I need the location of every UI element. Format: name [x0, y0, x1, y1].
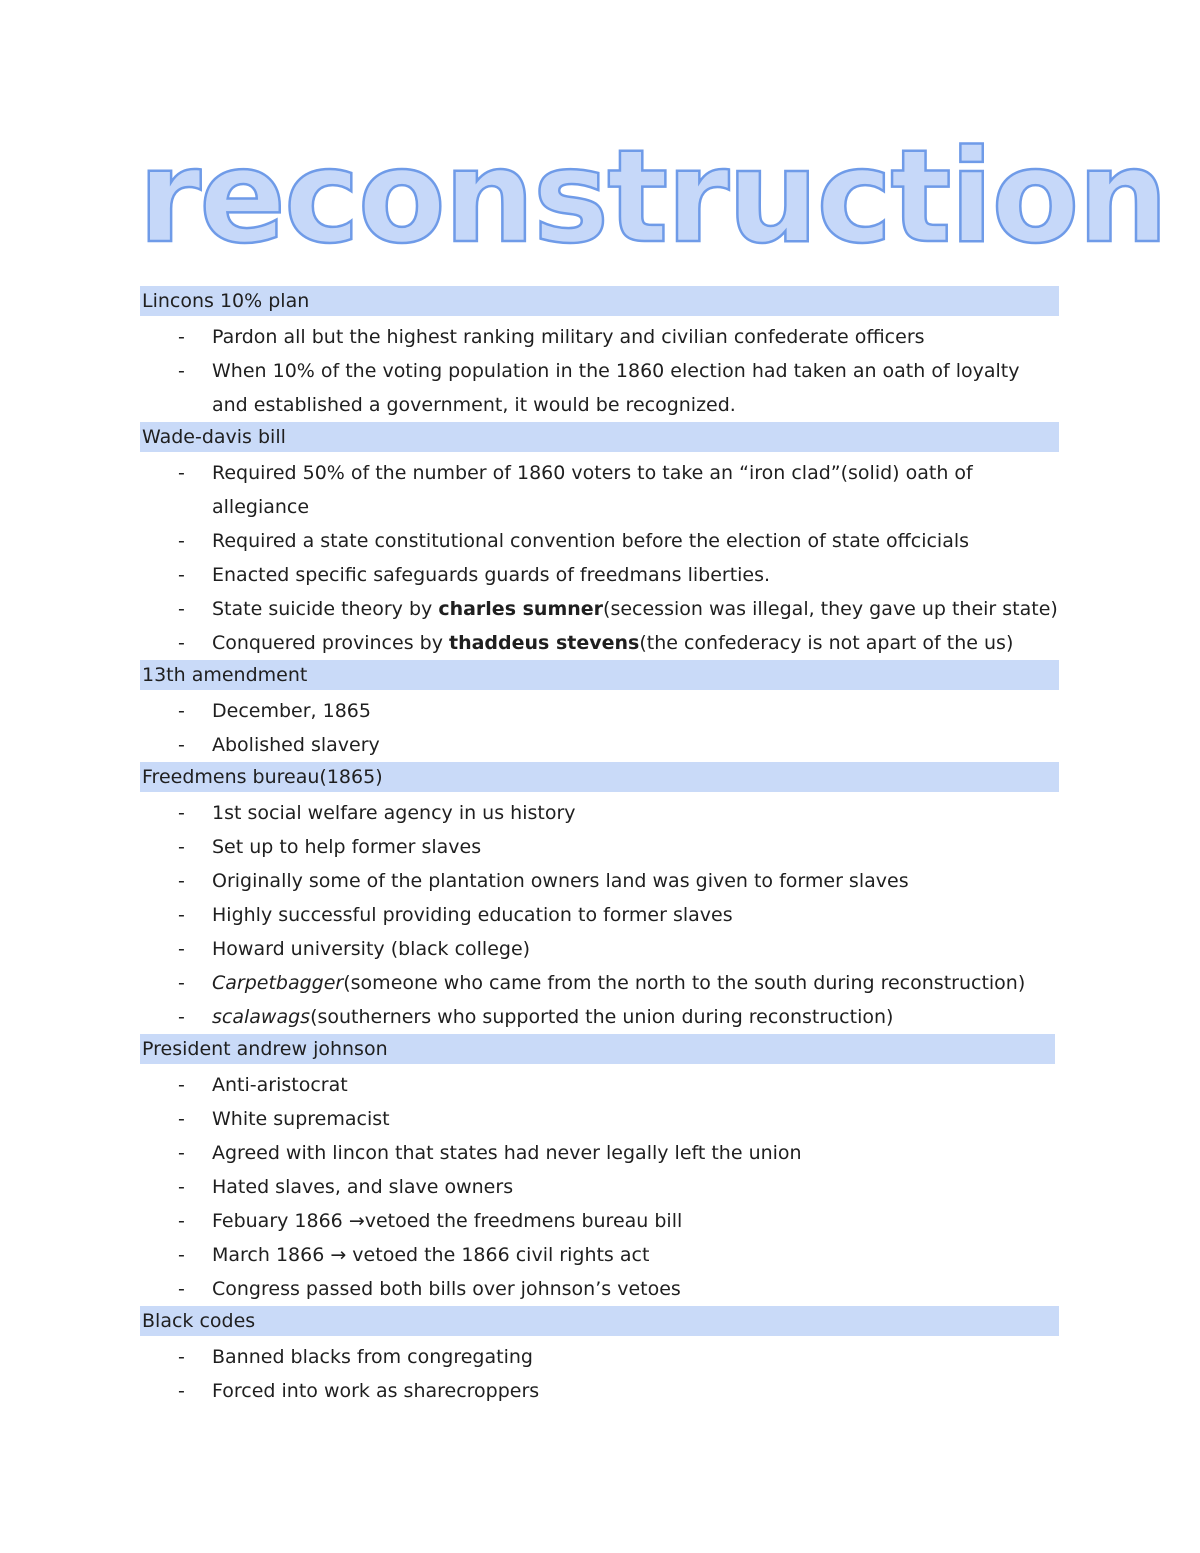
bullet-dash: - — [178, 360, 185, 382]
section-list-wade-davis — [140, 456, 1060, 660]
section-heading-lincoln-plan: Lincons 10% plan — [140, 286, 1059, 316]
bold-name: thaddeus stevens — [448, 632, 640, 654]
list-item: - Abolished slavery — [140, 728, 1060, 762]
bullet-dash: - — [178, 564, 185, 586]
bullet-dash: - — [178, 1244, 185, 1266]
notes-body — [140, 286, 1060, 1408]
list-item: - Enacted specific safeguards guards of freedmans liberties. — [140, 558, 1060, 592]
list-item: - White supremacist — [140, 1102, 1060, 1136]
list-item: - Carpetbagger(someone who came from the north to the south during reconstruction) — [140, 966, 1060, 1000]
bullet-dash: - — [178, 972, 185, 994]
bullet-dash: - — [178, 1278, 185, 1300]
bullet-dash: - — [178, 1074, 185, 1096]
section-list-13th-amendment — [140, 694, 1060, 762]
list-item: - Febuary 1866 →vetoed the freedmens bureau bill — [140, 1204, 1060, 1238]
list-item: - When 10% of the voting population in the 1860 election had taken an oath of loyalty and established a government, it would be recognized. — [140, 354, 1060, 422]
bullet-dash: - — [178, 802, 185, 824]
list-item: - Required a state constitutional convention before the election of state offcicials — [140, 524, 1060, 558]
list-item: - Set up to help former slaves — [140, 830, 1060, 864]
bullet-dash: - — [178, 326, 185, 348]
italic-term: Carpetbagger — [212, 972, 344, 994]
section-list-andrew-johnson — [140, 1068, 1060, 1306]
section-list-lincoln-plan — [140, 320, 1060, 422]
list-item: - December, 1865 — [140, 694, 1060, 728]
bullet-dash: - — [178, 1346, 185, 1368]
list-item: - Anti-aristocrat — [140, 1068, 1060, 1102]
list-item: - Howard university (black college) — [140, 932, 1060, 966]
list-item: - Conquered provinces by thaddeus stevens(the confederacy is not apart of the us) — [140, 626, 1060, 660]
list-item: - Congress passed both bills over johnson’s vetoes — [140, 1272, 1060, 1306]
list-item: - Originally some of the plantation owners land was given to former slaves — [140, 864, 1060, 898]
bullet-dash: - — [178, 1108, 185, 1130]
section-heading-black-codes: Black codes — [140, 1306, 1059, 1336]
list-item: - State suicide theory by charles sumner(secession was illegal, they gave up their state) — [140, 592, 1060, 626]
bullet-dash: - — [178, 1006, 185, 1028]
bullet-dash: - — [178, 530, 185, 552]
bullet-dash: - — [178, 632, 185, 654]
bullet-dash: - — [178, 700, 185, 722]
section-heading-andrew-johnson: President andrew johnson — [140, 1034, 1055, 1064]
bullet-dash: - — [178, 1176, 185, 1198]
bullet-dash: - — [178, 870, 185, 892]
italic-term: scalawags — [212, 1006, 311, 1028]
bullet-dash: - — [178, 1142, 185, 1164]
list-item: - Banned blacks from congregating — [140, 1340, 1060, 1374]
list-item: - scalawags(southerners who supported the union during reconstruction) — [140, 1000, 1060, 1034]
list-item: - 1st social welfare agency in us history — [140, 796, 1060, 830]
list-item: - Hated slaves, and slave owners — [140, 1170, 1060, 1204]
list-item: - Required 50% of the number of 1860 voters to take an “iron clad”(solid) oath of allegiance — [140, 456, 1060, 524]
section-heading-13th-amendment: 13th amendment — [140, 660, 1059, 690]
section-heading-freedmens-bureau: Freedmens bureau(1865) — [140, 762, 1059, 792]
bullet-dash: - — [178, 938, 185, 960]
bullet-dash: - — [178, 462, 185, 484]
bullet-dash: - — [178, 836, 185, 858]
bold-name: charles sumner — [438, 598, 604, 620]
page-title: reconstruction — [138, 123, 1167, 272]
list-item: - Highly successful providing education to former slaves — [140, 898, 1060, 932]
list-item: - Pardon all but the highest ranking military and civilian confederate officers — [140, 320, 1060, 354]
section-heading-wade-davis: Wade-davis bill — [140, 422, 1059, 452]
section-list-freedmens-bureau — [140, 796, 1060, 1034]
list-item: - Agreed with lincon that states had never legally left the union — [140, 1136, 1060, 1170]
section-list-black-codes — [140, 1340, 1060, 1408]
bullet-dash: - — [178, 904, 185, 926]
list-item: - Forced into work as sharecroppers — [140, 1374, 1060, 1408]
bullet-dash: - — [178, 734, 185, 756]
bullet-dash: - — [178, 1380, 185, 1402]
bullet-dash: - — [178, 598, 185, 620]
bullet-dash: - — [178, 1210, 185, 1232]
list-item: - March 1866 → vetoed the 1866 civil rights act — [140, 1238, 1060, 1272]
